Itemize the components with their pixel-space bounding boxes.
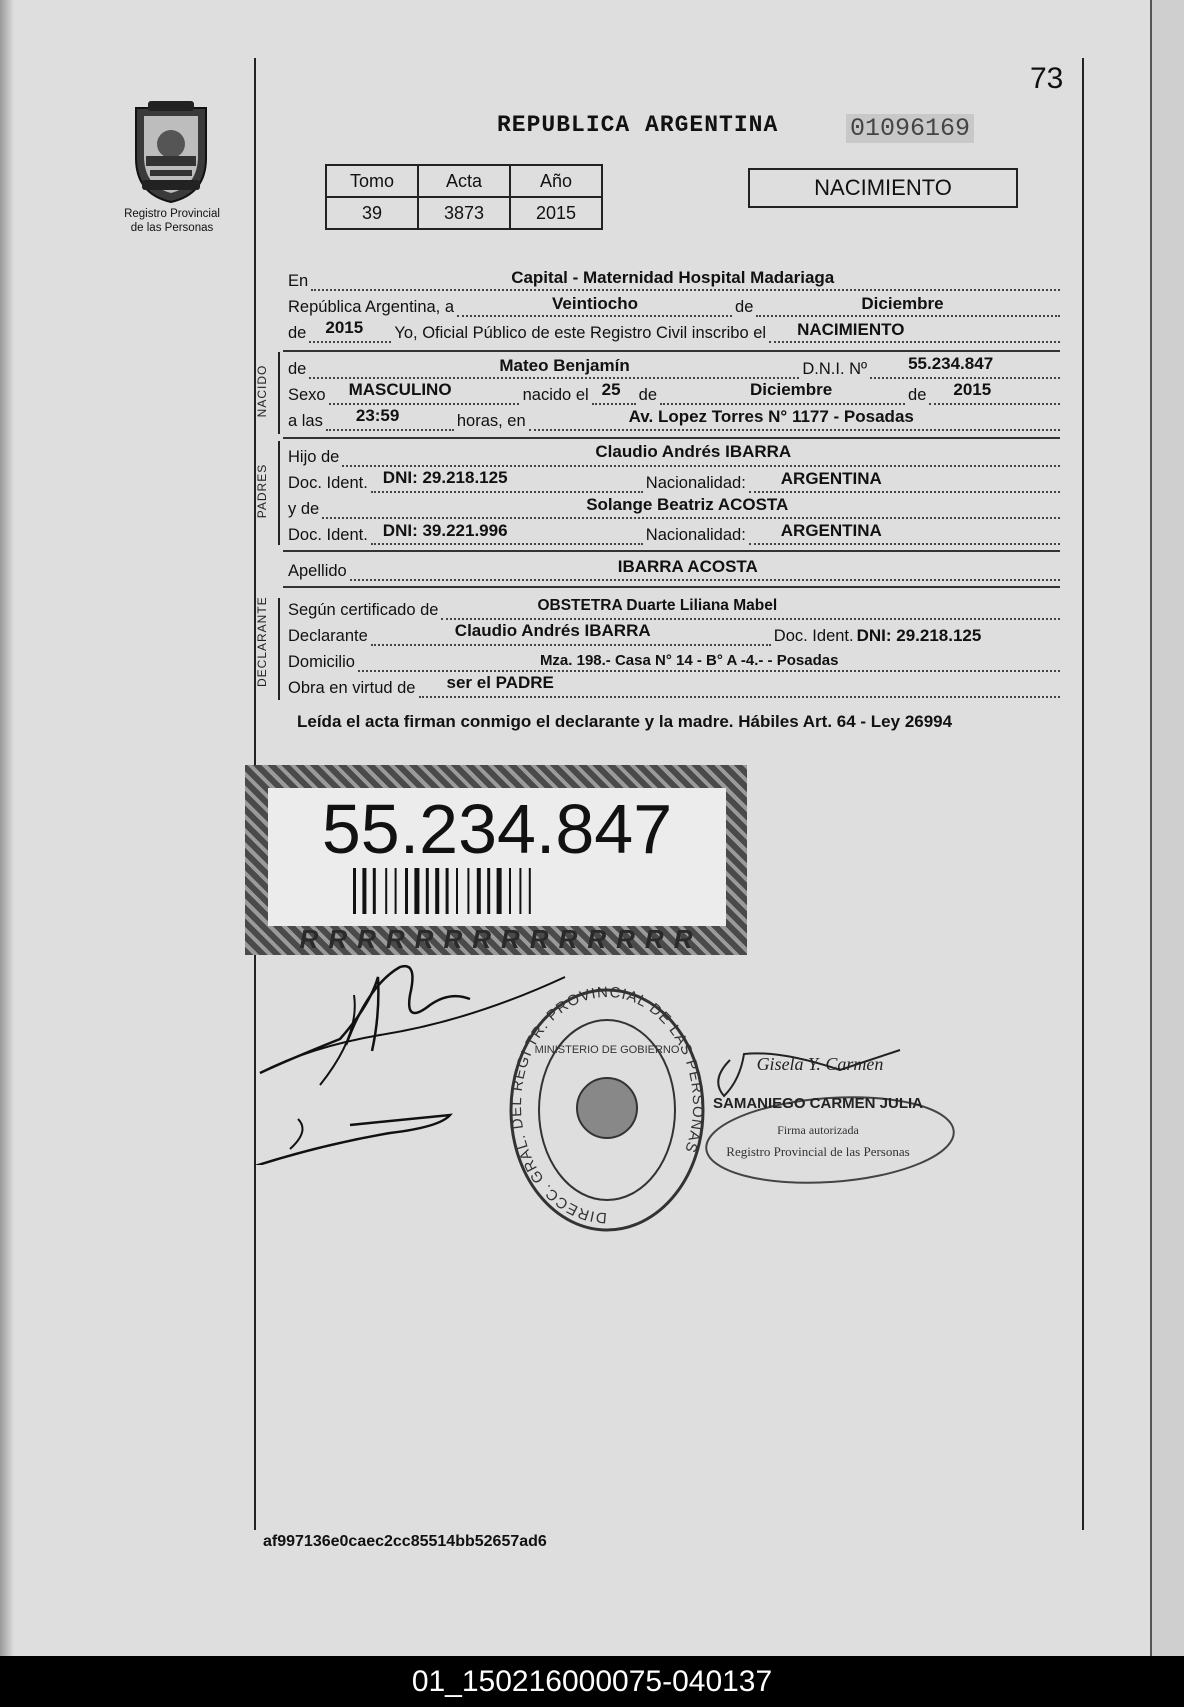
value-certificado: OBSTETRA Duarte Liliana Mabel [537, 597, 778, 614]
label-de: de [908, 386, 927, 404]
line-declarante [288, 622, 1060, 646]
label-inscribo: Yo, Oficial Público de este Registro Civil inscribo el [394, 324, 767, 342]
value-mes: Diciembre [861, 294, 944, 313]
line-inscribo [288, 319, 1060, 343]
dotted-line [371, 468, 643, 493]
value-nacionalidad-madre: ARGENTINA [780, 521, 882, 540]
record-value-ano: 2015 [510, 197, 602, 229]
value-ano-nacimiento: 2015 [953, 380, 992, 399]
value-acto: NACIMIENTO [797, 320, 905, 339]
dotted-line [342, 442, 1060, 467]
label-nacionalidad: Nacionalidad: [645, 526, 746, 544]
label-doc-ident: Doc. Ident. [773, 627, 854, 645]
dotted-line [756, 294, 1060, 317]
act-type-box: NACIMIENTO [748, 168, 1018, 208]
value-dni-padre: DNI: 29.218.125 [382, 468, 508, 487]
label-de: de [638, 386, 658, 404]
line-en [288, 267, 1060, 291]
label-declarante: Declarante [288, 627, 368, 645]
side-label-nacido: NACIDO [255, 364, 269, 418]
dni-pattern-letter: R [414, 926, 434, 952]
barcode-bar [477, 868, 481, 914]
right-margin-line [1082, 58, 1084, 1530]
label-de: de [288, 324, 307, 342]
side-label-declarante: DECLARANTE [255, 596, 269, 687]
dotted-line [358, 652, 1060, 672]
dni-pattern-letter: R [673, 926, 693, 952]
barcode-bar [446, 868, 449, 914]
label-domicilio: Domicilio [288, 653, 355, 671]
value-madre: Solange Beatriz ACOSTA [586, 495, 789, 514]
barcode-icon [353, 868, 659, 914]
label-obra: Obra en virtud de [288, 679, 416, 697]
section-divider [283, 550, 1060, 552]
dni-card-pattern [245, 926, 747, 952]
dni-pattern-letter: R [472, 926, 491, 952]
barcode-bar [497, 868, 502, 914]
dni-pattern-letter: R [299, 926, 319, 952]
dotted-line [329, 380, 519, 405]
value-obra: ser el PADRE [446, 673, 554, 692]
dotted-line [592, 380, 636, 405]
logo-caption [108, 207, 236, 235]
section-divider [283, 437, 1060, 439]
label-hijo-de: Hijo de [288, 448, 340, 466]
page-edge-left [0, 0, 14, 1656]
barcode-bar [395, 868, 397, 914]
provincia-misiones-seal-icon [128, 98, 214, 204]
barcode-bar [414, 868, 419, 914]
dni-pattern-letter: R [587, 926, 607, 952]
barcode-bar [456, 868, 458, 914]
dni-pattern-letter: R [385, 926, 405, 952]
dni-pattern-letter: R [357, 926, 376, 952]
dni-pattern-letter: R [328, 926, 348, 952]
value-dia-nacimiento: 25 [601, 380, 621, 399]
label-en: En [288, 272, 309, 290]
barcode-bar [487, 868, 490, 914]
label-republica: República Argentina, a [288, 298, 455, 316]
section-divider [283, 586, 1060, 588]
value-sexo: MASCULINO [348, 380, 452, 399]
line-certificado [288, 596, 1060, 620]
line-domicilio [288, 648, 1060, 672]
dotted-line [419, 673, 1061, 698]
barcode-bar [509, 868, 511, 914]
label-de: de [288, 360, 307, 378]
record-value-tomo: 39 [326, 197, 418, 229]
stamp-text: DIRECC. GRAL. DEL REGI TR. PROVINCIAL DE LAS PERSONAS [507, 985, 707, 1227]
label-certificado: Según certificado de [288, 601, 439, 619]
signature-right-icon [700, 1040, 955, 1190]
dotted-line [309, 356, 799, 379]
dotted-line [749, 469, 1060, 493]
record-table [325, 164, 603, 230]
value-hora: 23:59 [355, 406, 400, 425]
record-header-acta: Acta [418, 165, 510, 197]
official-role: Firma autorizada [777, 1123, 859, 1137]
barcode-bar [519, 868, 521, 914]
value-padre: Claudio Andrés IBARRA [595, 442, 792, 461]
label-dni: D.N.I. Nº [802, 360, 868, 378]
logo-caption-line2: de las Personas [130, 222, 214, 234]
dotted-line [749, 521, 1060, 545]
dotted-line [769, 320, 1060, 343]
line-apellido [288, 557, 1060, 581]
value-lugar-nacimiento: Av. Lopez Torres N° 1177 - Posadas [628, 407, 914, 426]
value-declarante: Claudio Andrés IBARRA [454, 621, 651, 640]
value-dni: 55.234.847 [908, 354, 994, 373]
dni-pattern-letter: R [501, 926, 520, 952]
dotted-line [529, 407, 1060, 431]
dni-pattern-letter: R [443, 926, 463, 952]
dotted-line [309, 318, 391, 343]
section-divider [283, 350, 1060, 352]
section-bar-nacido [278, 352, 280, 434]
header-title: REPUBLICA ARGENTINA [497, 112, 779, 138]
dni-pattern-letter: R [558, 926, 578, 952]
dotted-line [322, 495, 1060, 519]
serial-number: 01096169 [846, 114, 974, 143]
official-name: SAMANIEGO CARMEN JULIA [712, 1095, 924, 1112]
value-apellido: IBARRA ACOSTA [617, 557, 758, 576]
label-nacido-el: nacido el [522, 386, 589, 404]
label-doc-ident: Doc. Ident. [288, 474, 368, 492]
value-dia: Veintiocho [552, 294, 638, 313]
page-number: 73 [1030, 62, 1064, 95]
barcode-bar [353, 868, 356, 914]
section-bar-declarante [278, 598, 280, 700]
barcode-bar [529, 868, 531, 914]
line-republica [288, 293, 1060, 317]
line-hora [288, 407, 1060, 431]
dni-pattern-letter: R [644, 926, 664, 952]
dotted-line [311, 268, 1060, 291]
dotted-line [326, 406, 454, 431]
page-edge-right [1150, 0, 1184, 1656]
barcode-bar [405, 868, 408, 914]
dotted-line [929, 380, 1060, 405]
dotted-line [660, 380, 905, 405]
dni-card-number: 55.234.847 [321, 790, 673, 868]
footer-id-bar: 01_150216000075-040137 [0, 1656, 1184, 1707]
dotted-line [870, 354, 1060, 379]
barcode-bar [385, 868, 387, 914]
line-obra [288, 674, 1060, 698]
dni-pattern-letter: R [616, 926, 635, 952]
official-seal-stamp-icon [507, 985, 707, 1235]
section-bar-padres [278, 441, 280, 545]
dotted-line [441, 597, 1060, 620]
closing-text: Leída el acta firman conmigo el declarante y la madre. Hábiles Art. 64 - Ley 26994 [297, 712, 953, 731]
value-domicilio: Mza. 198.- Casa N° 14 - B° A -4.- - Posadas [539, 652, 839, 669]
value-nombre: Mateo Benjamín [499, 356, 630, 375]
document-hash: af997136e0caec2cc85514bb52657ad6 [263, 1533, 547, 1550]
label-doc-ident: Doc. Ident. [288, 526, 368, 544]
value-dni-declarante: DNI: 29.218.125 [856, 626, 982, 645]
label-horas-en: horas, en [456, 412, 526, 430]
record-value-acta: 3873 [418, 197, 510, 229]
barcode-bar [426, 868, 429, 914]
dotted-line [371, 521, 643, 545]
value-lugar: Capital - Maternidad Hospital Madariaga [511, 268, 835, 287]
value-ano-inscripcion: 2015 [325, 318, 364, 337]
label-de: de [735, 298, 754, 316]
label-sexo: Sexo [288, 386, 326, 404]
side-label-padres: PADRES [255, 463, 269, 519]
line-y-de [288, 495, 1060, 519]
barcode-bar [435, 868, 439, 914]
record-header-tomo: Tomo [326, 165, 418, 197]
line-doc-madre [288, 521, 1060, 545]
dni-pattern-letter: R [529, 926, 549, 952]
stamp-inner-text: MINISTERIO DE GOBIERNO [534, 1044, 680, 1056]
label-nacionalidad: Nacionalidad: [645, 474, 746, 492]
value-dni-madre: DNI: 39.221.996 [382, 521, 508, 540]
value-mes-nacimiento: Diciembre [750, 380, 833, 399]
label-y-de: y de [288, 500, 320, 518]
line-sexo [288, 381, 1060, 405]
record-header-ano: Año [510, 165, 602, 197]
barcode-bar [467, 868, 469, 914]
dotted-line [350, 557, 1060, 581]
official-signature: Gisela Y. Carmen [756, 1054, 884, 1074]
barcode-bar [373, 868, 376, 914]
barcode-bar [362, 868, 366, 914]
line-doc-padre [288, 469, 1060, 493]
line-hijo-de [288, 443, 1060, 467]
label-apellido: Apellido [288, 562, 347, 580]
dotted-line [371, 621, 771, 646]
line-nacido-de [288, 355, 1060, 379]
label-a-las: a las [288, 412, 323, 430]
dotted-line [457, 294, 732, 317]
official-office: Registro Provincial de las Personas [726, 1144, 910, 1159]
logo-caption-line1: Registro Provincial [124, 208, 220, 220]
value-nacionalidad-padre: ARGENTINA [780, 469, 882, 488]
